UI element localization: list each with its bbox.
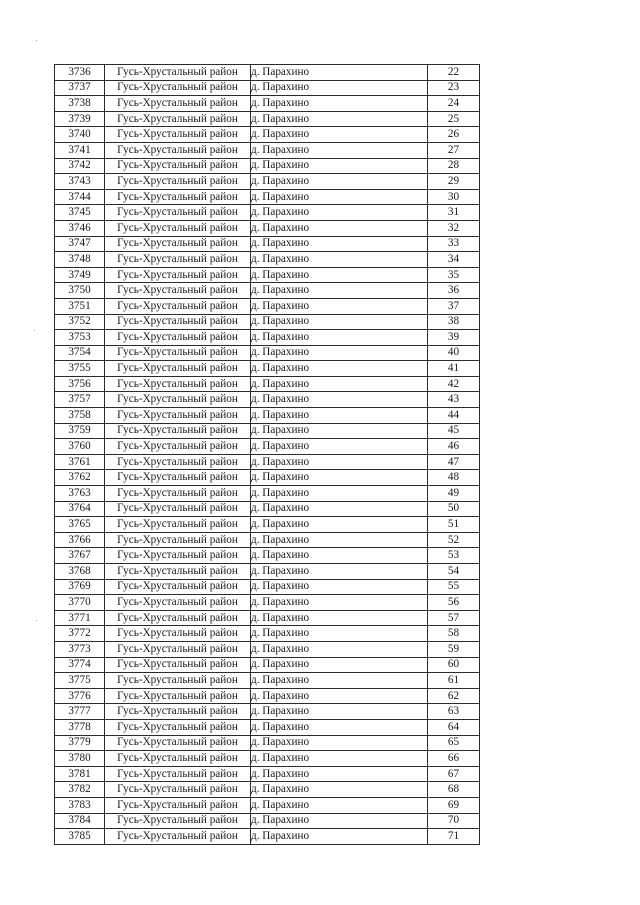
table-row (55, 657, 480, 673)
district-cell: Гусь-Хрустальный район (105, 626, 251, 642)
settlement-cell: д. Парахино (251, 486, 428, 502)
settlement-cell: д. Парахино (251, 439, 428, 455)
table-row (55, 673, 480, 689)
settlement-cell: д. Парахино (251, 595, 428, 611)
record-number-cell: 3769 (55, 579, 105, 595)
settlement-cell: д. Парахино (251, 158, 428, 174)
table-row (55, 626, 480, 642)
district-cell: Гусь-Хрустальный район (105, 236, 251, 252)
index-cell: 67 (428, 766, 480, 782)
index-cell: 58 (428, 626, 480, 642)
settlement-cell: д. Парахино (251, 408, 428, 424)
index-cell: 64 (428, 719, 480, 735)
index-cell: 36 (428, 283, 480, 299)
table-row (55, 517, 480, 533)
record-number-cell: 3760 (55, 439, 105, 455)
index-cell: 59 (428, 641, 480, 657)
record-number-cell: 3765 (55, 517, 105, 533)
record-number-cell: 3758 (55, 408, 105, 424)
settlement-cell: д. Парахино (251, 330, 428, 346)
table-row (55, 283, 480, 299)
index-cell: 44 (428, 408, 480, 424)
district-cell: Гусь-Хрустальный район (105, 797, 251, 813)
table-row (55, 65, 480, 81)
district-cell: Гусь-Хрустальный район (105, 361, 251, 377)
settlement-cell: д. Парахино (251, 174, 428, 190)
index-cell: 30 (428, 189, 480, 205)
index-cell: 46 (428, 439, 480, 455)
index-cell: 33 (428, 236, 480, 252)
record-number-cell: 3781 (55, 766, 105, 782)
table-row (55, 423, 480, 439)
table-row (55, 782, 480, 798)
index-cell: 35 (428, 267, 480, 283)
record-number-cell: 3749 (55, 267, 105, 283)
table-row (55, 813, 480, 829)
district-cell: Гусь-Хрустальный район (105, 205, 251, 221)
district-cell: Гусь-Хрустальный район (105, 829, 251, 845)
settlement-cell: д. Парахино (251, 96, 428, 112)
table-row (55, 564, 480, 580)
district-cell: Гусь-Хрустальный район (105, 595, 251, 611)
record-number-cell: 3757 (55, 392, 105, 408)
table-row (55, 766, 480, 782)
index-cell: 32 (428, 220, 480, 236)
index-cell: 26 (428, 127, 480, 143)
table-row (55, 142, 480, 158)
table-row (55, 361, 480, 377)
settlement-cell: д. Парахино (251, 564, 428, 580)
table-row (55, 470, 480, 486)
index-cell: 41 (428, 361, 480, 377)
table-row (55, 345, 480, 361)
registry-table (54, 64, 480, 845)
record-number-cell: 3739 (55, 111, 105, 127)
settlement-cell: д. Парахино (251, 719, 428, 735)
table-row (55, 595, 480, 611)
settlement-cell: д. Парахино (251, 532, 428, 548)
index-cell: 42 (428, 376, 480, 392)
index-cell: 49 (428, 486, 480, 502)
settlement-cell: д. Парахино (251, 470, 428, 486)
index-cell: 24 (428, 96, 480, 112)
settlement-cell: д. Парахино (251, 80, 428, 96)
district-cell: Гусь-Хрустальный район (105, 641, 251, 657)
settlement-cell: д. Парахино (251, 766, 428, 782)
table-row (55, 174, 480, 190)
record-number-cell: 3776 (55, 688, 105, 704)
table-row (55, 610, 480, 626)
settlement-cell: д. Парахино (251, 673, 428, 689)
district-cell: Гусь-Хрустальный район (105, 454, 251, 470)
table-row (55, 641, 480, 657)
district-cell: Гусь-Хрустальный район (105, 439, 251, 455)
record-number-cell: 3745 (55, 205, 105, 221)
record-number-cell: 3750 (55, 283, 105, 299)
record-number-cell: 3775 (55, 673, 105, 689)
settlement-cell: д. Парахино (251, 298, 428, 314)
table-row (55, 111, 480, 127)
table-row (55, 96, 480, 112)
record-number-cell: 3751 (55, 298, 105, 314)
record-number-cell: 3748 (55, 252, 105, 268)
index-cell: 29 (428, 174, 480, 190)
district-cell: Гусь-Хрустальный район (105, 704, 251, 720)
index-cell: 63 (428, 704, 480, 720)
settlement-cell: д. Парахино (251, 829, 428, 845)
index-cell: 23 (428, 80, 480, 96)
record-number-cell: 3771 (55, 610, 105, 626)
district-cell: Гусь-Хрустальный район (105, 345, 251, 361)
record-number-cell: 3752 (55, 314, 105, 330)
district-cell: Гусь-Хрустальный район (105, 564, 251, 580)
district-cell: Гусь-Хрустальный район (105, 65, 251, 81)
record-number-cell: 3744 (55, 189, 105, 205)
table-row (55, 205, 480, 221)
district-cell: Гусь-Хрустальный район (105, 579, 251, 595)
record-number-cell: 3767 (55, 548, 105, 564)
table-row (55, 80, 480, 96)
district-cell: Гусь-Хрустальный район (105, 751, 251, 767)
settlement-cell: д. Парахино (251, 751, 428, 767)
district-cell: Гусь-Хрустальный район (105, 813, 251, 829)
record-number-cell: 3756 (55, 376, 105, 392)
record-number-cell: 3773 (55, 641, 105, 657)
scan-speck (34, 330, 35, 331)
table-row (55, 735, 480, 751)
record-number-cell: 3763 (55, 486, 105, 502)
record-number-cell: 3740 (55, 127, 105, 143)
table-row (55, 532, 480, 548)
index-cell: 70 (428, 813, 480, 829)
district-cell: Гусь-Хрустальный район (105, 470, 251, 486)
table-row (55, 548, 480, 564)
district-cell: Гусь-Хрустальный район (105, 96, 251, 112)
record-number-cell: 3761 (55, 454, 105, 470)
index-cell: 38 (428, 314, 480, 330)
table-row (55, 751, 480, 767)
table-row (55, 298, 480, 314)
table-row (55, 252, 480, 268)
settlement-cell: д. Парахино (251, 610, 428, 626)
table-row (55, 829, 480, 845)
table-row (55, 486, 480, 502)
district-cell: Гусь-Хрустальный район (105, 252, 251, 268)
district-cell: Гусь-Хрустальный район (105, 267, 251, 283)
district-cell: Гусь-Хрустальный район (105, 142, 251, 158)
index-cell: 27 (428, 142, 480, 158)
index-cell: 45 (428, 423, 480, 439)
settlement-cell: д. Парахино (251, 813, 428, 829)
index-cell: 55 (428, 579, 480, 595)
record-number-cell: 3746 (55, 220, 105, 236)
district-cell: Гусь-Хрустальный район (105, 688, 251, 704)
settlement-cell: д. Парахино (251, 704, 428, 720)
settlement-cell: д. Парахино (251, 548, 428, 564)
index-cell: 37 (428, 298, 480, 314)
index-cell: 66 (428, 751, 480, 767)
table-row (55, 439, 480, 455)
index-cell: 71 (428, 829, 480, 845)
settlement-cell: д. Парахино (251, 65, 428, 81)
index-cell: 39 (428, 330, 480, 346)
district-cell: Гусь-Хрустальный район (105, 298, 251, 314)
district-cell: Гусь-Хрустальный район (105, 174, 251, 190)
settlement-cell: д. Парахино (251, 735, 428, 751)
settlement-cell: д. Парахино (251, 797, 428, 813)
district-cell: Гусь-Хрустальный район (105, 486, 251, 502)
index-cell: 25 (428, 111, 480, 127)
record-number-cell: 3780 (55, 751, 105, 767)
settlement-cell: д. Парахино (251, 626, 428, 642)
index-cell: 50 (428, 501, 480, 517)
settlement-cell: д. Парахино (251, 111, 428, 127)
index-cell: 28 (428, 158, 480, 174)
table-row (55, 376, 480, 392)
record-number-cell: 3762 (55, 470, 105, 486)
settlement-cell: д. Парахино (251, 127, 428, 143)
record-number-cell: 3753 (55, 330, 105, 346)
table-row (55, 408, 480, 424)
district-cell: Гусь-Хрустальный район (105, 80, 251, 96)
index-cell: 69 (428, 797, 480, 813)
index-cell: 62 (428, 688, 480, 704)
settlement-cell: д. Парахино (251, 688, 428, 704)
settlement-cell: д. Парахино (251, 267, 428, 283)
district-cell: Гусь-Хрустальный район (105, 376, 251, 392)
table-row (55, 501, 480, 517)
record-number-cell: 3741 (55, 142, 105, 158)
district-cell: Гусь-Хрустальный район (105, 548, 251, 564)
settlement-cell: д. Парахино (251, 501, 428, 517)
table-row (55, 158, 480, 174)
settlement-cell: д. Парахино (251, 345, 428, 361)
settlement-cell: д. Парахино (251, 657, 428, 673)
table-row (55, 314, 480, 330)
registry-table-body (55, 65, 480, 845)
record-number-cell: 3743 (55, 174, 105, 190)
record-number-cell: 3782 (55, 782, 105, 798)
settlement-cell: д. Парахино (251, 641, 428, 657)
settlement-cell: д. Парахино (251, 314, 428, 330)
district-cell: Гусь-Хрустальный район (105, 517, 251, 533)
index-cell: 61 (428, 673, 480, 689)
index-cell: 48 (428, 470, 480, 486)
record-number-cell: 3778 (55, 719, 105, 735)
settlement-cell: д. Парахино (251, 361, 428, 377)
index-cell: 22 (428, 65, 480, 81)
record-number-cell: 3736 (55, 65, 105, 81)
record-number-cell: 3737 (55, 80, 105, 96)
district-cell: Гусь-Хрустальный район (105, 673, 251, 689)
table-row (55, 236, 480, 252)
settlement-cell: д. Парахино (251, 517, 428, 533)
index-cell: 40 (428, 345, 480, 361)
settlement-cell: д. Парахино (251, 392, 428, 408)
index-cell: 65 (428, 735, 480, 751)
table-row (55, 330, 480, 346)
settlement-cell: д. Парахино (251, 283, 428, 299)
district-cell: Гусь-Хрустальный район (105, 719, 251, 735)
settlement-cell: д. Парахино (251, 189, 428, 205)
record-number-cell: 3754 (55, 345, 105, 361)
table-row (55, 220, 480, 236)
record-number-cell: 3784 (55, 813, 105, 829)
record-number-cell: 3768 (55, 564, 105, 580)
index-cell: 57 (428, 610, 480, 626)
district-cell: Гусь-Хрустальный район (105, 610, 251, 626)
index-cell: 34 (428, 252, 480, 268)
index-cell: 31 (428, 205, 480, 221)
table-row (55, 189, 480, 205)
table-row (55, 392, 480, 408)
district-cell: Гусь-Хрустальный район (105, 408, 251, 424)
table-row (55, 688, 480, 704)
settlement-cell: д. Парахино (251, 454, 428, 470)
district-cell: Гусь-Хрустальный район (105, 189, 251, 205)
scan-speck (36, 620, 37, 621)
index-cell: 43 (428, 392, 480, 408)
settlement-cell: д. Парахино (251, 220, 428, 236)
table-row (55, 719, 480, 735)
settlement-cell: д. Парахино (251, 205, 428, 221)
settlement-cell: д. Парахино (251, 782, 428, 798)
district-cell: Гусь-Хрустальный район (105, 330, 251, 346)
table-row (55, 797, 480, 813)
table-row (55, 127, 480, 143)
district-cell: Гусь-Хрустальный район (105, 314, 251, 330)
record-number-cell: 3738 (55, 96, 105, 112)
district-cell: Гусь-Хрустальный район (105, 127, 251, 143)
record-number-cell: 3742 (55, 158, 105, 174)
index-cell: 54 (428, 564, 480, 580)
table-row (55, 454, 480, 470)
district-cell: Гусь-Хрустальный район (105, 532, 251, 548)
index-cell: 51 (428, 517, 480, 533)
record-number-cell: 3766 (55, 532, 105, 548)
index-cell: 53 (428, 548, 480, 564)
index-cell: 56 (428, 595, 480, 611)
record-number-cell: 3764 (55, 501, 105, 517)
district-cell: Гусь-Хрустальный район (105, 501, 251, 517)
district-cell: Гусь-Хрустальный район (105, 158, 251, 174)
settlement-cell: д. Парахино (251, 423, 428, 439)
settlement-cell: д. Парахино (251, 376, 428, 392)
district-cell: Гусь-Хрустальный район (105, 766, 251, 782)
record-number-cell: 3779 (55, 735, 105, 751)
record-number-cell: 3774 (55, 657, 105, 673)
district-cell: Гусь-Хрустальный район (105, 735, 251, 751)
record-number-cell: 3770 (55, 595, 105, 611)
index-cell: 52 (428, 532, 480, 548)
index-cell: 47 (428, 454, 480, 470)
table-row (55, 579, 480, 595)
district-cell: Гусь-Хрустальный район (105, 423, 251, 439)
record-number-cell: 3783 (55, 797, 105, 813)
district-cell: Гусь-Хрустальный район (105, 220, 251, 236)
record-number-cell: 3777 (55, 704, 105, 720)
index-cell: 68 (428, 782, 480, 798)
settlement-cell: д. Парахино (251, 252, 428, 268)
record-number-cell: 3755 (55, 361, 105, 377)
table-row (55, 704, 480, 720)
record-number-cell: 3747 (55, 236, 105, 252)
district-cell: Гусь-Хрустальный район (105, 283, 251, 299)
district-cell: Гусь-Хрустальный район (105, 782, 251, 798)
district-cell: Гусь-Хрустальный район (105, 392, 251, 408)
district-cell: Гусь-Хрустальный район (105, 111, 251, 127)
record-number-cell: 3785 (55, 829, 105, 845)
record-number-cell: 3759 (55, 423, 105, 439)
index-cell: 60 (428, 657, 480, 673)
settlement-cell: д. Парахино (251, 142, 428, 158)
scan-speck (36, 40, 37, 41)
district-cell: Гусь-Хрустальный район (105, 657, 251, 673)
record-number-cell: 3772 (55, 626, 105, 642)
settlement-cell: д. Парахино (251, 236, 428, 252)
table-row (55, 267, 480, 283)
settlement-cell: д. Парахино (251, 579, 428, 595)
